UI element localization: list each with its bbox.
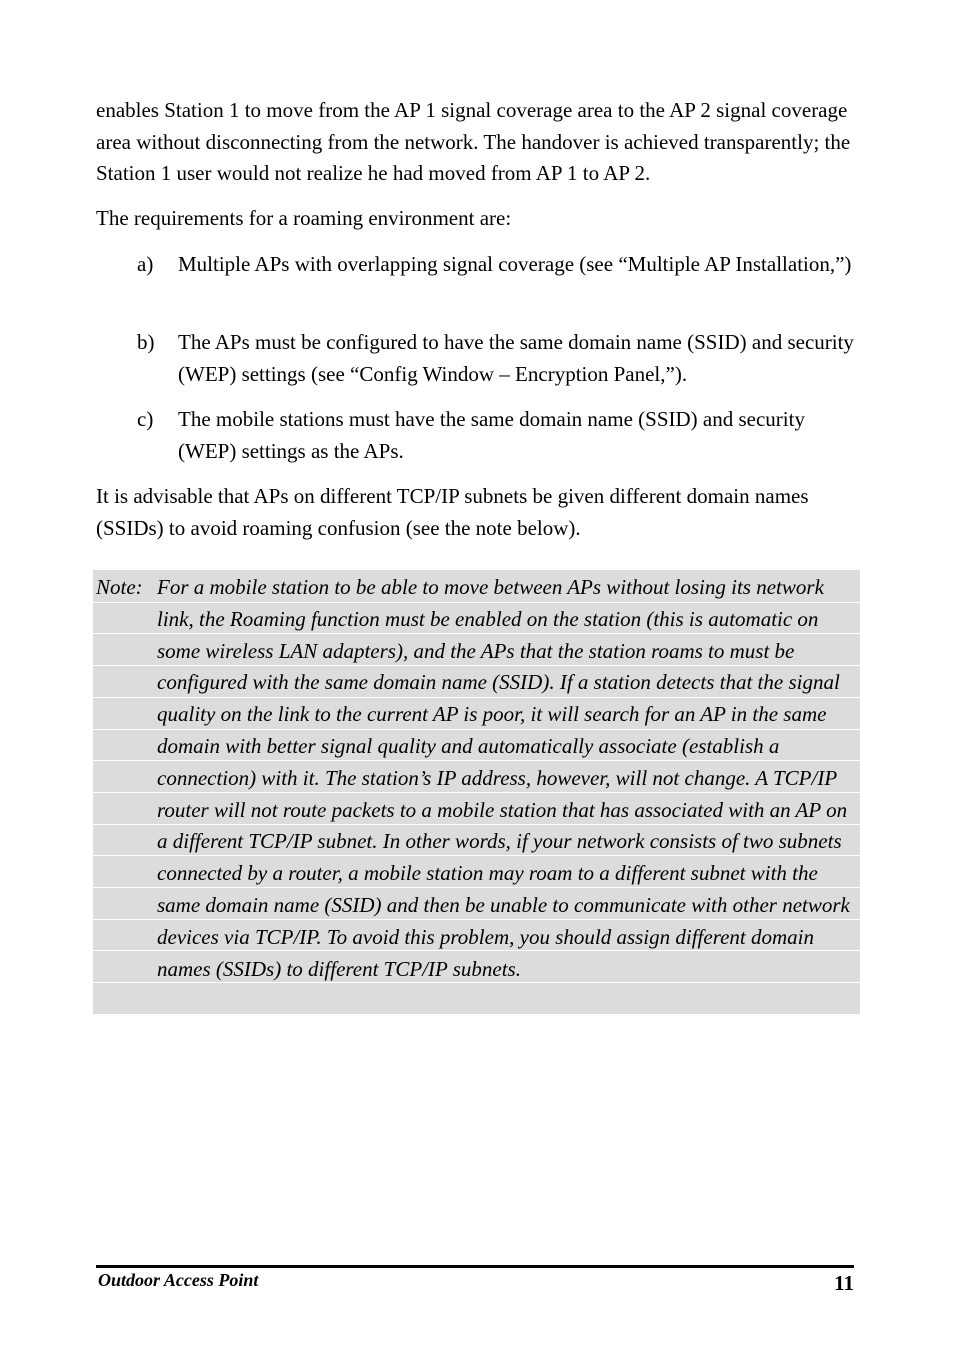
note-box [93,570,860,1014]
footer-divider [96,1265,854,1268]
note-label: Note: [96,575,143,599]
footer-document-title: Outdoor Access Point [98,1270,259,1290]
requirement-item [137,404,862,467]
list-marker: c) [137,407,154,431]
body-paragraph-subnet-advice: It is advisable that APs on different TCP/IP subnets be given different domain names (SSIDs) to avoid roaming confusion (see the note below). [96,484,809,540]
requirement-text: Multiple APs with overlapping signal coverage (see “Multiple AP Installation,”) [178,252,852,276]
note-text: For a mobile station to be able to move between APs without losing its network link, the Roaming function must be enabled on the station (this is automatic on some wireless LAN adapters), and the APs that the station roams to must be configured with the same domain name (SSID). If a station detects that the signal quality on the link to the current AP is poor, it will search for an AP in the same domain with better signal quality and automatically associate (establish a connection) with it. The station’s IP address, however, will not change. A TCP/IP router will not route packets to a mobile station that has associated with an AP on a different TCP/IP subnet. In other words, if your network consists of two subnets connected by a router, a mobile station may roam to a different subnet with the same domain name (SSID) and then be unable to communicate with other network devices via TCP/IP. To avoid this problem, you should assign different domain names (SSIDs) to different TCP/IP subnets. [157,575,850,981]
requirement-item [137,327,862,390]
page-number: 11 [834,1271,854,1295]
list-marker: a) [137,252,154,276]
body-paragraph-requirements-intro: The requirements for a roaming environment are: [96,206,512,230]
requirement-item [137,249,862,281]
list-marker: b) [137,330,155,354]
requirement-text: The mobile stations must have the same domain name (SSID) and security (WEP) settings as the APs. [178,407,805,463]
body-paragraph-roaming-handover: enables Station 1 to move from the AP 1 signal coverage area to the AP 2 signal coverage area without disconnecting from the network. The handover is achieved transparently; the Station 1 user would not realize he had moved from AP 1 to AP 2. [96,98,851,185]
requirement-text: The APs must be configured to have the same domain name (SSID) and security (WEP) settings (see “Config Window – Encryption Panel,”). [178,330,854,386]
